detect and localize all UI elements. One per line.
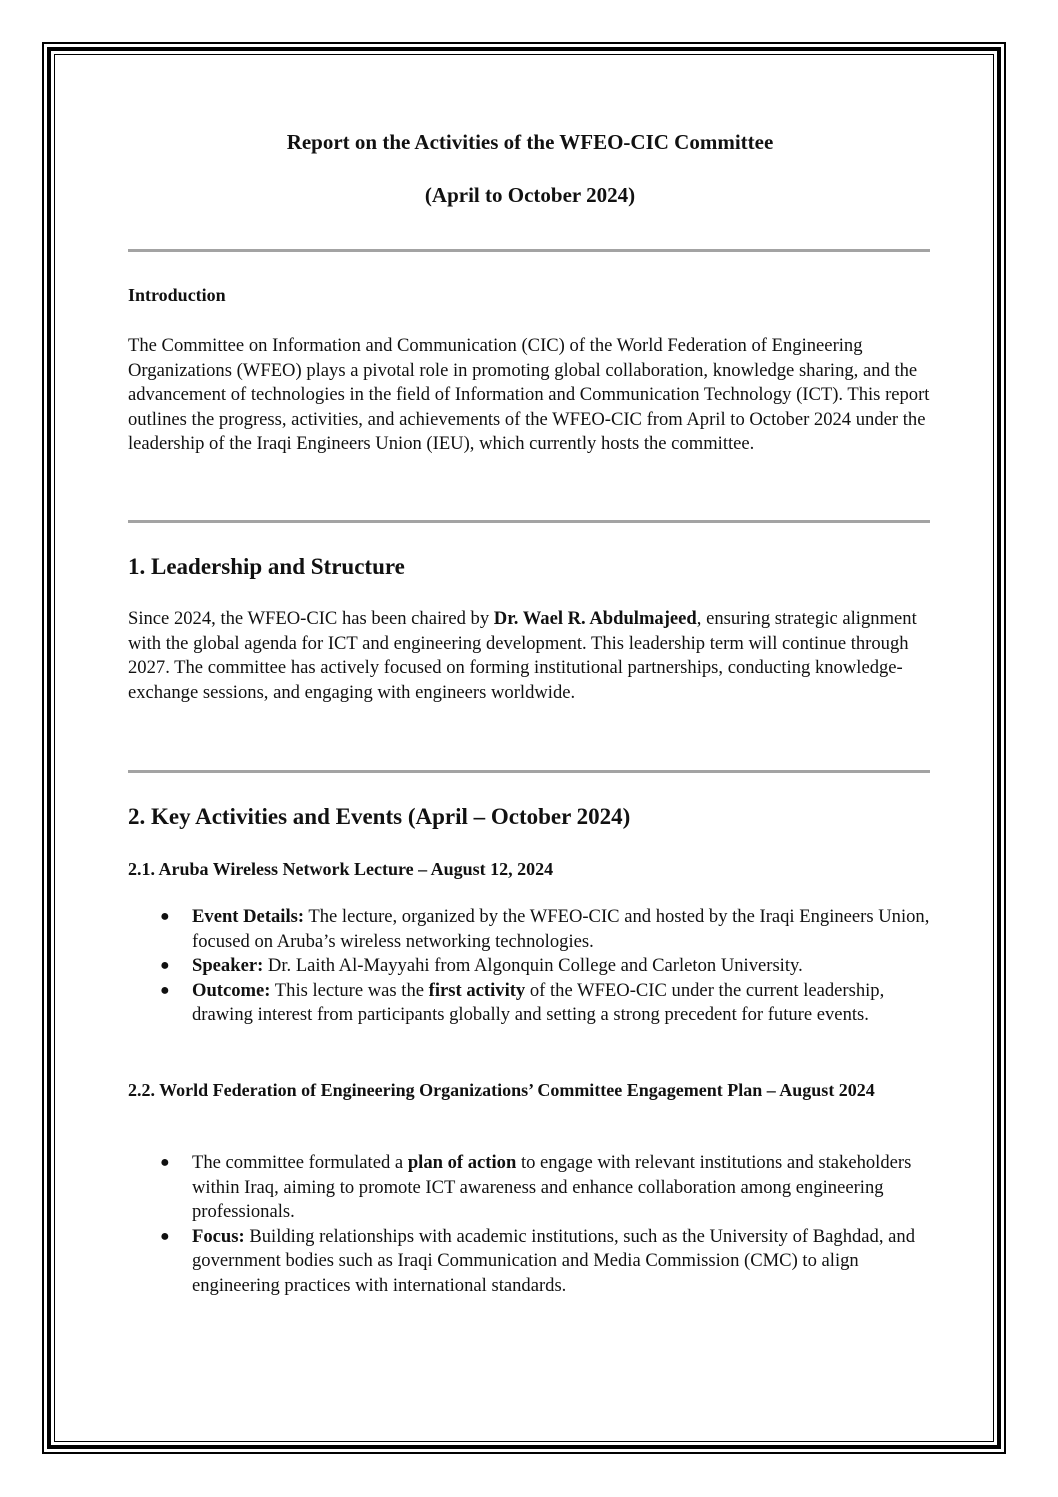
report-period: (April to October 2024) <box>424 183 636 207</box>
list-item: ● The committee formulated a plan of action to engage with relevant institutions and stakeholders within Iraq, aiming to promote ICT awareness and enhance collaboration among engineering professionals. <box>160 1152 912 1223</box>
report-title: Report on the Activities of the WFEO-CIC Committee <box>286 130 774 154</box>
section-2-heading: 2. Key Activities and Events (April – October 2024) <box>128 804 631 829</box>
subsection-2-1-heading: 2.1. Aruba Wireless Network Lecture – August 12, 2024 <box>128 859 554 879</box>
bullet-icon: ● <box>160 1154 170 1171</box>
list-item: ● Speaker: Dr. Laith Al-Mayyahi from Algonquin College and Carleton University. <box>128 954 932 979</box>
list-item: ● Event Details: The lecture, organized by the WFEO-CIC and hosted by the Iraqi Engineers Union, focused on Aruba’s wireless networking technologies. <box>160 906 930 952</box>
subsection-2-1-list <box>128 905 932 1028</box>
section-1-paragraph: Since 2024, the WFEO-CIC has been chaired by Dr. Wael R. Abdulmajeed, ensuring strategic alignment with the global agenda for ICT and engineering development. This leadership term will continue through 2027. The committee has actively focused on forming institutional partnerships, conducting knowledge-exchange sessions, and engaging with engineers worldwide. <box>128 608 917 703</box>
list-item: ● Focus: Building relationships with academic institutions, such as the University of Baghdad, and government bodies such as Iraqi Communication and Media Commission (CMC) to align engineering practices with international standards. <box>160 1225 915 1296</box>
divider <box>128 520 930 523</box>
bullet-icon: ● <box>160 981 170 999</box>
bullet-icon: ● <box>160 1227 170 1245</box>
divider <box>128 249 930 252</box>
subsection-2-2-list <box>128 1151 932 1299</box>
bullet-icon: ● <box>160 908 170 925</box>
bullet-icon: ● <box>160 957 170 975</box>
divider <box>128 770 930 773</box>
intro-paragraph: The Committee on Information and Communication (CIC) of the World Federation of Engineering Organizations (WFEO) plays a pivotal role in promoting global collaboration, knowledge sharing, and the advancement of technologies in the field of Information and Communication Technology (ICT). This report outlines the progress, activities, and achievements of the WFEO-CIC from April to October 2024 under the leadership of the Iraqi Engineers Union (IEU), which currently hosts the committee. <box>128 335 930 455</box>
subsection-2-2-heading: 2.2. World Federation of Engineering Organizations’ Committee Engagement Plan – August 2024 <box>128 1080 875 1100</box>
section-1-heading: 1. Leadership and Structure <box>128 554 405 579</box>
chair-name: Dr. Wael R. Abdulmajeed <box>493 608 697 629</box>
intro-heading: Introduction <box>128 285 226 305</box>
list-item: ● Outcome: This lecture was the first activity of the WFEO-CIC under the current leadership, drawing interest from participants globally and setting a strong precedent for future events. <box>160 979 885 1026</box>
